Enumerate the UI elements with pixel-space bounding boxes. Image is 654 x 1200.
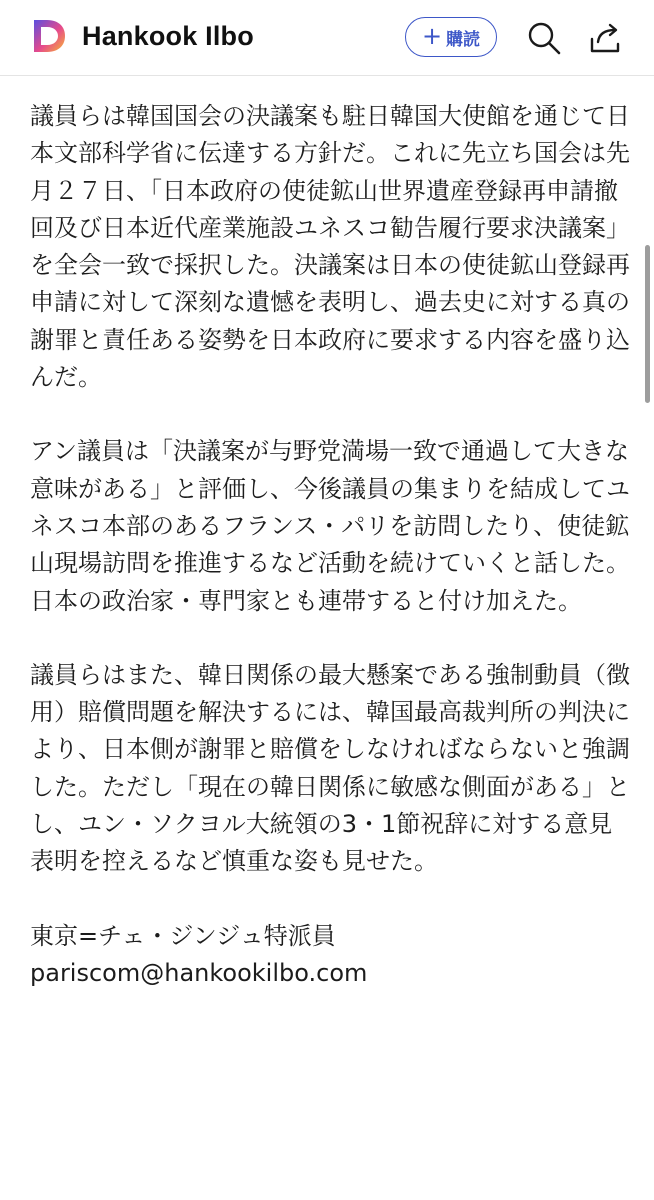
plus-icon: + (421, 22, 443, 50)
brand-title: Hankook Ilbo (82, 21, 254, 51)
article-byline: 東京=チェ・ジンジュ特派員 pariscom@hankookilbo.com (30, 921, 368, 987)
article-body (30, 98, 630, 992)
search-icon[interactable] (526, 20, 562, 56)
scrollbar[interactable] (645, 245, 650, 403)
share-icon[interactable] (587, 20, 623, 56)
hankook-ilbo-logo[interactable] (30, 17, 68, 55)
article-paragraph: アン議員は「決議案が与野党満場一致で通過して大きな意味がある」と評価し、今後議員の集まりを結成してユネスコ本部のあるフランス・パリを訪問したり、使徒鉱山現場訪問を推進するなど活動を続けていくと話した。日本の政治家・専門家とも連帯すると付け加えた。 (30, 437, 630, 615)
subscribe-label: 購読 (446, 29, 481, 50)
subscribe-button[interactable] (405, 17, 497, 57)
article-paragraph: 議員らはまた、韓日関係の最大懸案である強制動員（徴用）賠償問題を解決するには、韓国最高裁判所の判決により、日本側が謝罪と賠償をしなければならないと強調した。ただし「現在の韓日関係に敏感な側面がある」とし、ユン・ソクヨル大統領の3・1節祝辞に対する意見表明を控えるなど慎重な姿も見せた。 (30, 660, 630, 876)
article-paragraph: 議員らは韓国国会の決議案も駐日韓国大使館を通じて日本文部科学省に伝達する方針だ。これに先立ち国会は先月２７日、「日本政府の使徒鉱山世界遺産登録再申請撤回及び日本近代産業施設ユネスコ勧告履行要求決議案」を全会一致で採択した。決議案は日本の使徒鉱山登録再申請に対して深刻な遺憾を表明し、過去史に対する真の謝罪と責任ある姿勢を日本政府に要求する内容を盛り込んだ。 (30, 102, 630, 392)
app-header (0, 0, 654, 76)
